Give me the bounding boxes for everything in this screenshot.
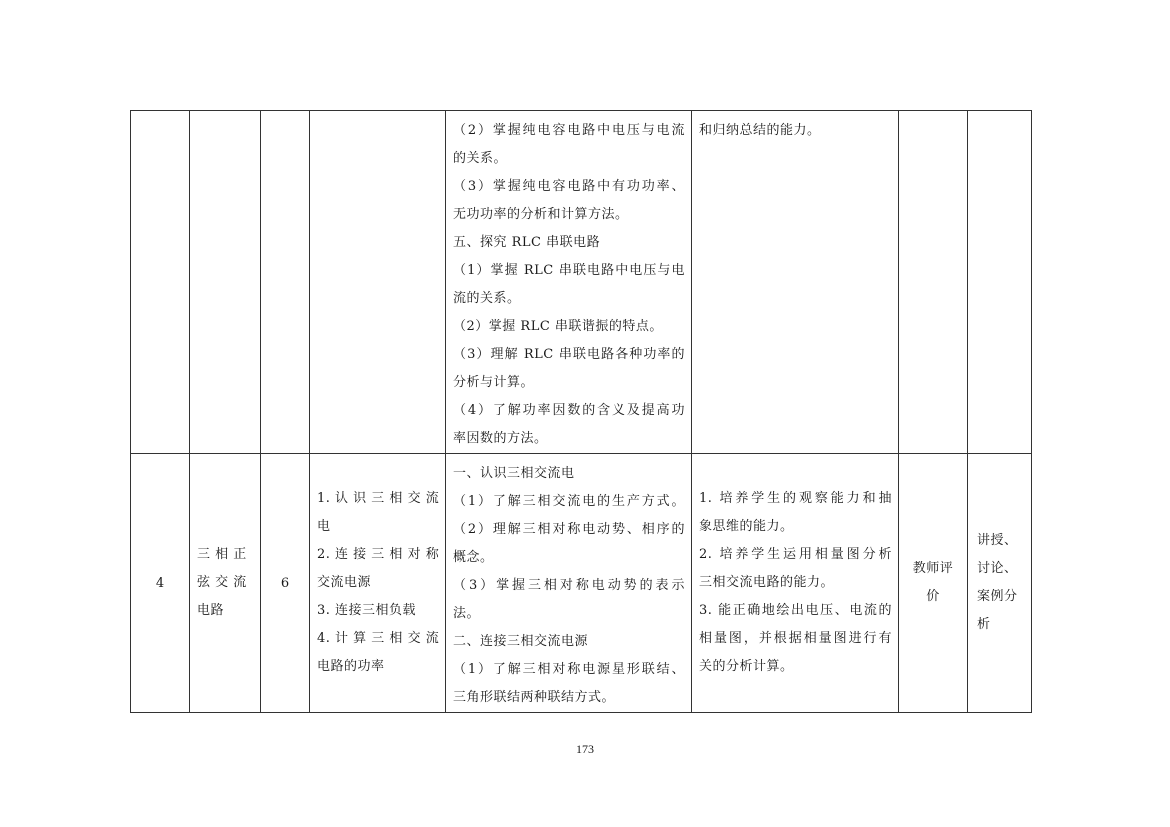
index-cell bbox=[131, 454, 190, 713]
ability-cell bbox=[692, 111, 899, 454]
goals-cell bbox=[310, 454, 446, 713]
goal-line: 交流电源 bbox=[317, 575, 372, 590]
goal-line: 1. 认 识 三 相 交 流 bbox=[317, 491, 440, 506]
table-row bbox=[131, 454, 1032, 713]
ability-line: 2. 培养学生运用相量图分析 bbox=[699, 547, 892, 562]
goals-cell bbox=[310, 111, 446, 454]
ability-line: 1. 培养学生的观察能力和抽 bbox=[699, 491, 892, 506]
course-table bbox=[130, 110, 1032, 713]
ability-line: 关的分析计算。 bbox=[699, 659, 794, 674]
ability-line: 三相交流电路的能力。 bbox=[699, 575, 835, 590]
goal-line: 3. 连接三相负载 bbox=[317, 603, 417, 618]
method-line: 析 bbox=[977, 617, 991, 632]
unit-line: 弦 交 流 bbox=[197, 575, 247, 590]
content-line: （3）掌握三相对称电动势的表示 bbox=[453, 578, 685, 593]
method-line: 讨论、 bbox=[977, 561, 1018, 576]
content-line: 率因数的方法。 bbox=[453, 431, 548, 446]
table-row bbox=[131, 111, 1032, 454]
content-line: （3）掌握纯电容电路中有功功率、 bbox=[453, 179, 685, 194]
row-index: 4 bbox=[155, 575, 165, 591]
evaluation-line: 价 bbox=[926, 589, 940, 604]
unit-line: 三 相 正 bbox=[197, 547, 247, 562]
hours-value: 6 bbox=[280, 575, 290, 591]
goal-line: 电 bbox=[317, 519, 331, 534]
content-line: 流的关系。 bbox=[453, 291, 521, 306]
content-line: 无功功率的分析和计算方法。 bbox=[453, 207, 629, 222]
hours-cell bbox=[261, 454, 310, 713]
content-line: （2）理解三相对称电动势、相序的 bbox=[453, 522, 685, 537]
method-cell bbox=[968, 111, 1032, 454]
content-line: 分析与计算。 bbox=[453, 375, 535, 390]
content-line: （1）掌握 RLC 串联电路中电压与电 bbox=[453, 263, 685, 278]
evaluation-cell bbox=[899, 454, 968, 713]
page-number: 173 bbox=[576, 742, 594, 756]
content-line: 五、探究 RLC 串联电路 bbox=[453, 235, 601, 250]
method-line: 讲授、 bbox=[977, 533, 1018, 548]
goal-line: 电路的功率 bbox=[317, 659, 385, 674]
ability-line: 3. 能正确地绘出电压、电流的 bbox=[699, 603, 892, 618]
goal-line: 2. 连 接 三 相 对 称 bbox=[317, 547, 440, 562]
content-line: （1）了解三相交流电的生产方式。 bbox=[453, 494, 685, 509]
content-line: 三角形联结两种联结方式。 bbox=[453, 690, 616, 705]
ability-line: 象思维的能力。 bbox=[699, 519, 794, 534]
content-line: （1）了解三相对称电源星形联结、 bbox=[453, 662, 685, 677]
content-line: （2）掌握 RLC 串联谐振的特点。 bbox=[453, 319, 663, 334]
content-cell bbox=[446, 111, 692, 454]
content-line: 的关系。 bbox=[453, 151, 508, 166]
content-line: （3）理解 RLC 串联电路各种功率的 bbox=[453, 347, 685, 362]
goal-line: 4. 计 算 三 相 交 流 bbox=[317, 631, 440, 646]
ability-line: 和归纳总结的能力。 bbox=[699, 123, 821, 138]
index-cell bbox=[131, 111, 190, 454]
method-line: 案例分 bbox=[977, 589, 1018, 604]
method-cell bbox=[968, 454, 1032, 713]
evaluation-cell bbox=[899, 111, 968, 454]
ability-cell bbox=[692, 454, 899, 713]
unit-cell bbox=[190, 111, 261, 454]
content-line: 一、认识三相交流电 bbox=[453, 466, 575, 481]
content-line: 二、连接三相交流电源 bbox=[453, 634, 589, 649]
content-line: （4）了解功率因数的含义及提高功 bbox=[453, 403, 685, 418]
evaluation-line: 教师评 bbox=[912, 561, 954, 576]
hours-cell bbox=[261, 111, 310, 454]
ability-line: 相量图，并根据相量图进行有 bbox=[699, 631, 892, 646]
unit-line: 电路 bbox=[197, 603, 225, 618]
content-line: 法。 bbox=[453, 606, 481, 621]
content-cell bbox=[446, 454, 692, 713]
unit-cell bbox=[190, 454, 261, 713]
content-line: （2）掌握纯电容电路中电压与电流 bbox=[453, 123, 685, 138]
content-line: 概念。 bbox=[453, 550, 494, 565]
